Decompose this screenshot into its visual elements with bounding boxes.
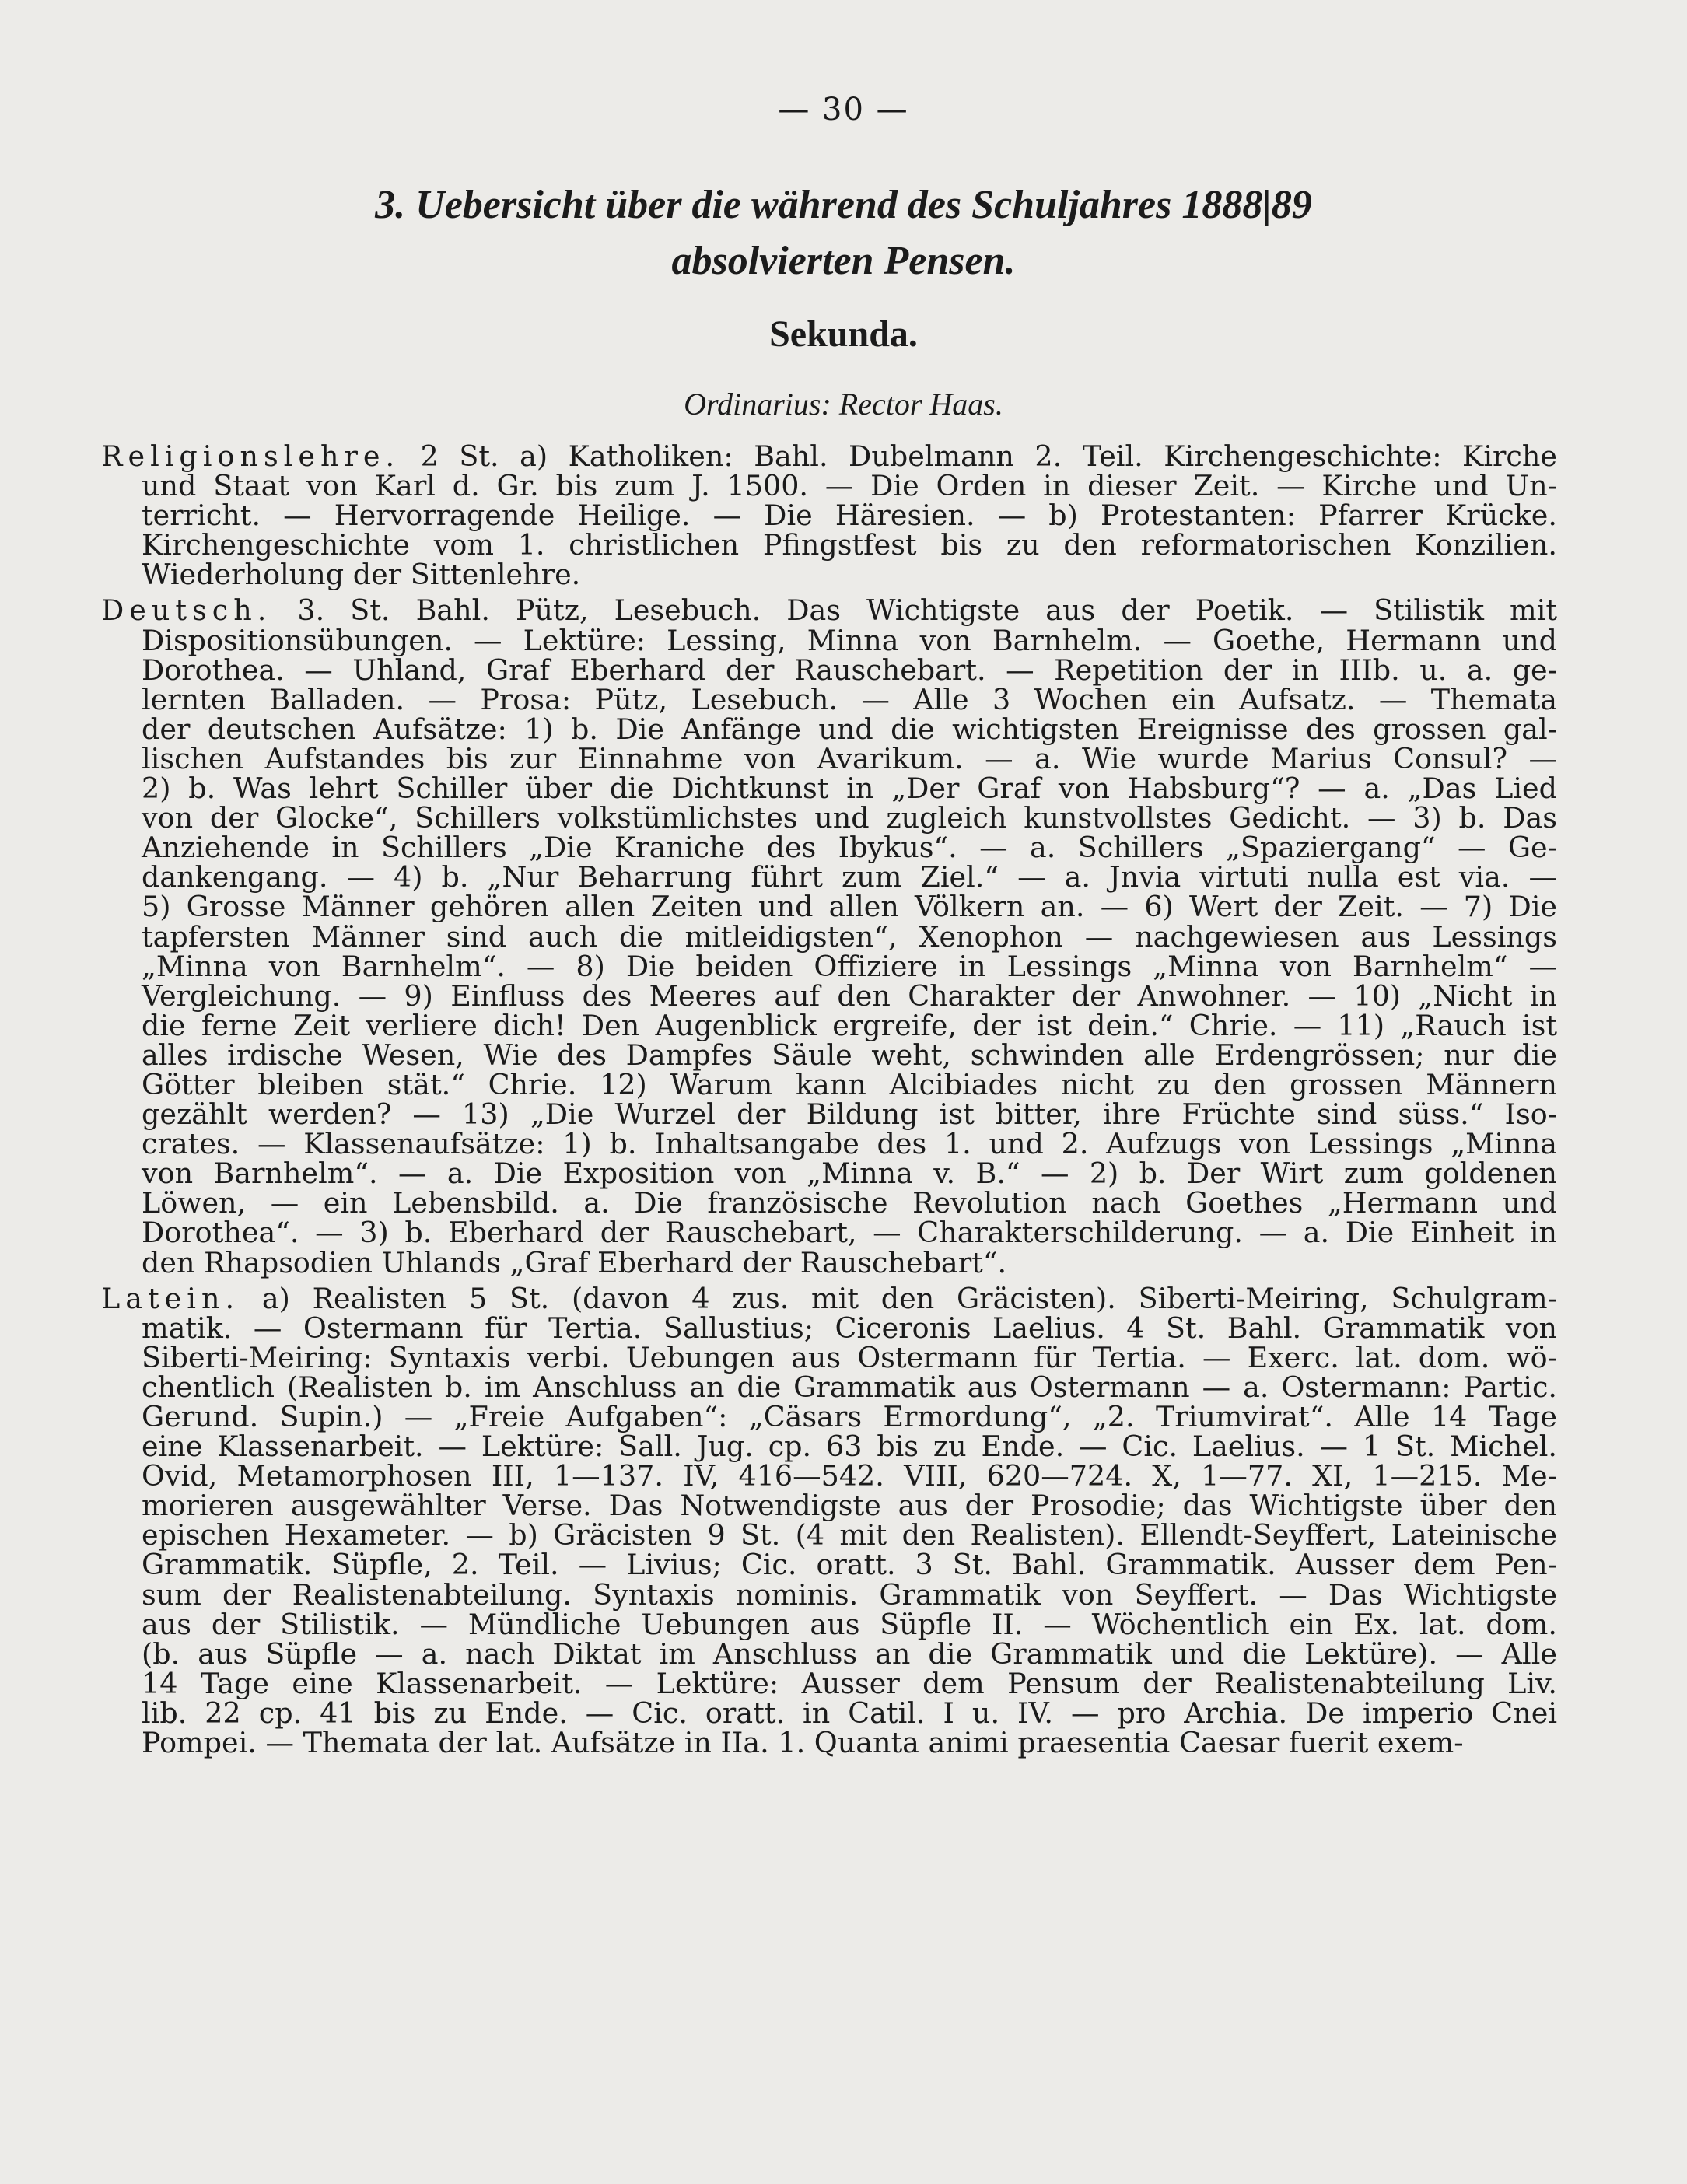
text-line: Vergleichung. — 9) Einfluss des Meeres auf den Charakter der Anwohner. — 10) „Nicht in: [142, 978, 1557, 1013]
text-line: aus der Stilistik. — Mündliche Uebungen aus Süpfle II. — Wöchentlich ein Ex. lat. dom.: [142, 1607, 1557, 1641]
subject-first-line: a) Realisten 5 St. (davon 4 zus. mit den Gräcisten). Siberti-Meiring, Schulgram-: [240, 1281, 1557, 1315]
text-line: alles irdische Wesen, Wie des Dampfes Säule weht, schwinden alle Erdengrössen; nur die: [142, 1038, 1557, 1072]
title-line-1: 3. Uebersicht über die während des Schuljahres 1888|89: [375, 183, 1312, 227]
text-line: Dorothea“. — 3) b. Eberhard der Rauschebart, — Charakterschilderung. — a. Die Einheit in: [142, 1216, 1557, 1250]
subject-first-line: 2 St. a) Katholiken: Bahl. Dubelmann 2. Teil. Kirchengeschichte: Kirche: [400, 439, 1557, 473]
title-line-2: absolvierten Pensen.: [671, 239, 1016, 283]
page-title: [0, 177, 1687, 289]
text-line: lernten Balladen. — Prosa: Pütz, Lesebuch. — Alle 3 Wochen ein Aufsatz. — Themata: [142, 682, 1557, 716]
text-line: matik. — Ostermann für Tertia. Sallustius; Ciceronis Laelius. 4 St. Bahl. Grammatik von: [142, 1311, 1557, 1345]
text-line: Wiederholung der Sittenlehre.: [142, 558, 581, 592]
text-line: Grammatik. Süpfle, 2. Teil. — Livius; Cic. oratt. 3 St. Bahl. Grammatik. Ausser dem Pen-: [142, 1548, 1557, 1582]
text-line: Götter bleiben stät.“ Chrie. 12) Warum kann Alcibiades nicht zu den grossen Männern: [142, 1067, 1557, 1101]
subject-name: Deutsch.: [101, 593, 272, 628]
text-line: chentlich (Realisten b. im Anschluss an die Grammatik aus Ostermann — a. Ostermann: Partic.: [142, 1370, 1557, 1404]
text-line: morieren ausgewählter Verse. Das Notwendigste aus der Prosodie; das Wichtigste über den: [142, 1489, 1557, 1523]
text-line: Dorothea. — Uhland, Graf Eberhard der Rauschebart. — Repetition der in IIIb. u. a. ge-: [142, 653, 1557, 687]
text-line: lischen Aufstandes bis zur Einnahme von Avarikum. — a. Wie wurde Marius Consul? —: [142, 741, 1557, 775]
text-line: den Rhapsodien Uhlands „Graf Eberhard der Rauschebart“.: [142, 1245, 1007, 1279]
page-number: — 30 —: [778, 92, 909, 128]
text-line: lib. 22 cp. 41 bis zu Ende. — Cic. oratt. in Catil. I u. IV. — pro Archia. De imperio Cnei: [142, 1696, 1557, 1730]
text-line: Dispositionsübungen. — Lektüre: Lessing, Minna von Barnhelm. — Goethe, Hermann und: [142, 623, 1557, 657]
text-line: Löwen, — ein Lebensbild. a. Die französische Revolution nach Goethes „Hermann und: [142, 1186, 1557, 1220]
subject-section: [101, 439, 1557, 592]
subject-section: [101, 593, 1557, 1279]
subject-section: [101, 1281, 1557, 1760]
text-line: die ferne Zeit verliere dich! Den Augenblick ergreife, der ist dein.“ Chrie. — 11) „Rauch ist: [142, 1008, 1557, 1042]
body-text: [101, 439, 1557, 1764]
text-line: 14 Tage eine Klassenarbeit. — Lektüre: Ausser dem Pensum der Realistenabteilung Liv.: [142, 1666, 1557, 1700]
ordinarius-line: Ordinarius: Rector Haas.: [684, 387, 1003, 422]
text-line: „Minna von Barnhelm“. — 8) Die beiden Offiziere in Lessings „Minna von Barnhelm“ —: [142, 949, 1557, 983]
text-line: epischen Hexameter. — b) Gräcisten 9 St. (4 mit den Realisten). Ellendt-Seyffert, Lateinische: [142, 1518, 1557, 1552]
text-line: [101, 1281, 1557, 1315]
subject-first-line: 3. St. Bahl. Pütz, Lesebuch. Das Wichtigste aus der Poetik. — Stilistik mit: [271, 593, 1557, 628]
text-line: [101, 439, 1557, 473]
text-line: sum der Realistenabteilung. Syntaxis nominis. Grammatik von Seyffert. — Das Wichtigste: [142, 1577, 1557, 1612]
subject-name: Latein.: [101, 1281, 240, 1315]
text-line: und Staat von Karl d. Gr. bis zum J. 1500. — Die Orden in dieser Zeit. — Kirche und Un-: [142, 469, 1557, 503]
text-line: [101, 593, 1557, 628]
text-line: 5) Grosse Männer gehören allen Zeiten und allen Völkern an. — 6) Wert der Zeit. — 7) Die: [142, 890, 1557, 924]
text-line: von Barnhelm“. — a. Die Exposition von „Minna v. B.“ — 2) b. Der Wirt zum goldenen: [142, 1157, 1557, 1191]
text-line: 2) b. Was lehrt Schiller über die Dichtkunst in „Der Graf von Habsburg“? — a. „Das Lied: [142, 772, 1557, 806]
text-line: (b. aus Süpfle — a. nach Diktat im Anschluss an die Grammatik und die Lektüre). — Alle: [142, 1636, 1557, 1671]
text-line: dankengang. — 4) b. „Nur Beharrung führt zum Ziel.“ — a. Jnvia virtuti nulla est via. —: [142, 860, 1557, 894]
text-line: Siberti-Meiring: Syntaxis verbi. Uebungen aus Ostermann für Tertia. — Exerc. lat. dom. wö-: [142, 1340, 1557, 1374]
text-line: terricht. — Hervorragende Heilige. — Die Häresien. — b) Protestanten: Pfarrer Krücke.: [142, 499, 1557, 533]
text-line: Anziehende in Schillers „Die Kraniche des Ibykus“. — a. Schillers „Spaziergang“ — Ge-: [142, 831, 1557, 865]
text-line: Pompei. — Themata der lat. Aufsätze in IIa. 1. Quanta animi praesentia Caesar fuerit exem-: [142, 1726, 1464, 1760]
text-line: crates. — Klassenaufsätze: 1) b. Inhaltsangabe des 1. und 2. Aufzugs von Lessings „Minna: [142, 1127, 1557, 1161]
text-line: gezählt werden? — 13) „Die Wurzel der Bildung ist bitter, ihre Früchte sind süss.“ Iso-: [142, 1097, 1557, 1132]
text-line: eine Klassenarbeit. — Lektüre: Sall. Jug. cp. 63 bis zu Ende. — Cic. Laelius. — 1 St. Michel.: [142, 1430, 1557, 1464]
text-line: tapfersten Männer sind auch die mitleidigsten“, Xenophon — nachgewiesen aus Lessings: [142, 919, 1557, 954]
text-line: von der Glocke“, Schillers volkstümlichstes und zugleich kunstvollstes Gedicht. — 3) b. Das: [142, 801, 1557, 835]
class-heading: Sekunda.: [769, 313, 918, 355]
subject-name: Religionslehre.: [101, 439, 401, 473]
text-line: Kirchengeschichte vom 1. christlichen Pfingstfest bis zu den reformatorischen Konzilien.: [142, 528, 1557, 562]
text-line: Ovid, Metamorphosen III, 1—137. IV, 416—542. VIII, 620—724. X, 1—77. XI, 1—215. Me-: [142, 1459, 1557, 1493]
text-line: der deutschen Aufsätze: 1) b. Die Anfänge und die wichtigsten Ereignisse des grossen gal-: [142, 712, 1557, 746]
text-line: Gerund. Supin.) — „Freie Aufgaben“: „Cäsars Ermordung“, „2. Triumvirat“. Alle 14 Tage: [142, 1400, 1557, 1433]
